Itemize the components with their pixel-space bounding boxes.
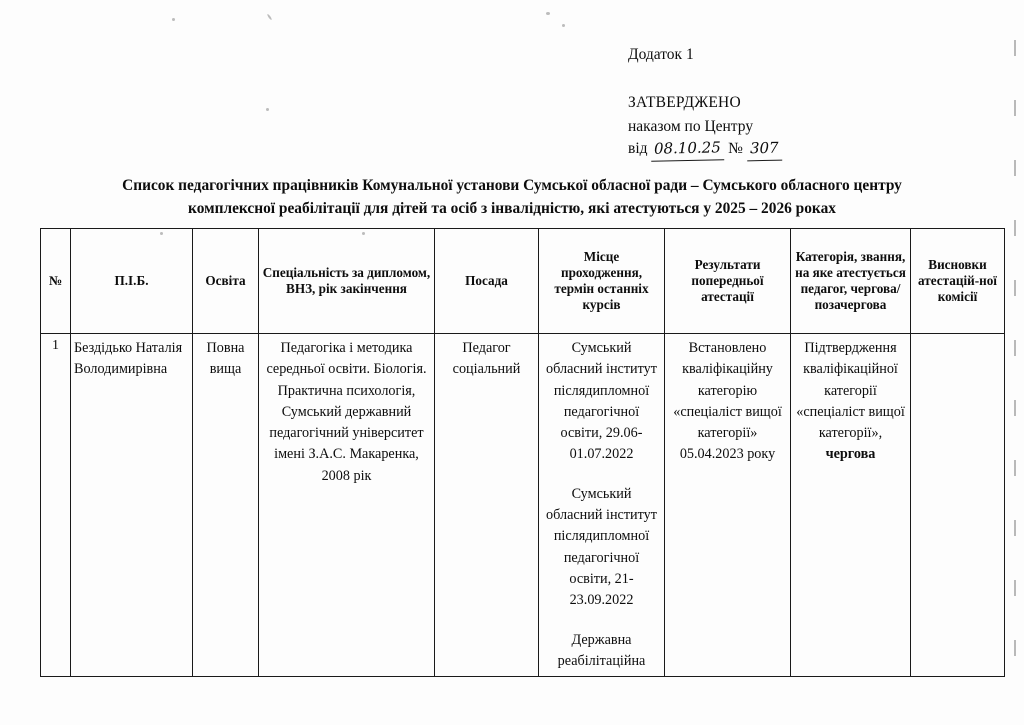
- by-order-label: наказом по Центру: [628, 117, 754, 135]
- page-title-line-1: Список педагогічних працівників Комунальної установи Сумської обласної ради – Сумського обласного центру: [122, 177, 902, 194]
- spacer: [542, 466, 661, 484]
- cell-fullname: Бездідько Наталія Володимирівна: [71, 334, 193, 677]
- cell-courses: [539, 334, 665, 677]
- cell-previous-attestation: Встановлено кваліфікаційну категорію «спеціаліст вищої категорії» 05.04.2023 року: [665, 334, 791, 677]
- column-header-number: №: [41, 229, 71, 334]
- attestation-table: [40, 228, 1005, 677]
- column-header-courses: Місце проходження, термін останніх курсів: [539, 229, 665, 334]
- approved-label: ЗАТВЕРДЖЕНО: [628, 94, 741, 112]
- scan-speck: [172, 18, 175, 21]
- document-header: [628, 44, 958, 161]
- table-row: [41, 334, 1005, 677]
- column-header-previous-attestation: Результати попередньої атестації: [665, 229, 791, 334]
- category-order-type: чергова: [825, 446, 876, 463]
- column-header-category: Категорія, звання, на яке атестується педагог, чергова/ позачергова: [791, 229, 911, 334]
- column-header-position: Посада: [435, 229, 539, 334]
- order-number-value: 307: [746, 138, 781, 161]
- order-date-value: 08.10.25: [651, 138, 724, 162]
- date-prefix: від: [628, 140, 648, 158]
- page-title-line-2: комплексної реабілітації для дітей та осіб з інвалідністю, які атестуються у 2025 – 2026 роках: [188, 200, 836, 218]
- course-entry-2: Сумський обласний інститут післядипломної педагогічної освіти, 21-23.09.2022: [546, 485, 657, 609]
- cell-position: Педагог соціальний: [435, 334, 539, 677]
- cell-number: 1: [41, 334, 71, 677]
- column-header-conclusion: Висновки атестацій-ної комісії: [911, 229, 1005, 334]
- page-edge-marks: [1014, 40, 1016, 700]
- scan-speck: [267, 14, 273, 21]
- cell-speciality: Педагогіка і методика середньої освіти. Біологія. Практична психологія, Сумський державний педагогічний університет імені З.А.С. Макаренка, 2008 рік: [259, 334, 435, 677]
- column-header-fullname: П.І.Б.: [71, 229, 193, 334]
- cell-category: [791, 334, 911, 677]
- scan-speck: [546, 12, 550, 15]
- course-entry-3: Державна реабілітаційна: [557, 631, 646, 669]
- scan-speck: [562, 24, 565, 27]
- table-header-row: [41, 229, 1005, 334]
- order-date-line: [628, 138, 958, 161]
- scan-speck: [266, 108, 269, 111]
- appendix-label: Додаток 1: [628, 46, 694, 63]
- cell-conclusion: [911, 334, 1005, 677]
- spacer: [542, 612, 661, 630]
- category-text: Підтвердження кваліфікаційної категорії «спеціаліст вищої категорії»,: [796, 340, 905, 442]
- cell-education: Повна вища: [193, 334, 259, 677]
- number-prefix: №: [728, 140, 743, 158]
- column-header-education: Освіта: [193, 229, 259, 334]
- course-entry-1: Сумський обласний інститут післядипломної педагогічної освіти, 29.06-01.07.2022: [546, 340, 657, 463]
- page-title: [62, 174, 962, 220]
- column-header-speciality: Спеціальність за дипломом, ВНЗ, рік закінчення: [259, 229, 435, 334]
